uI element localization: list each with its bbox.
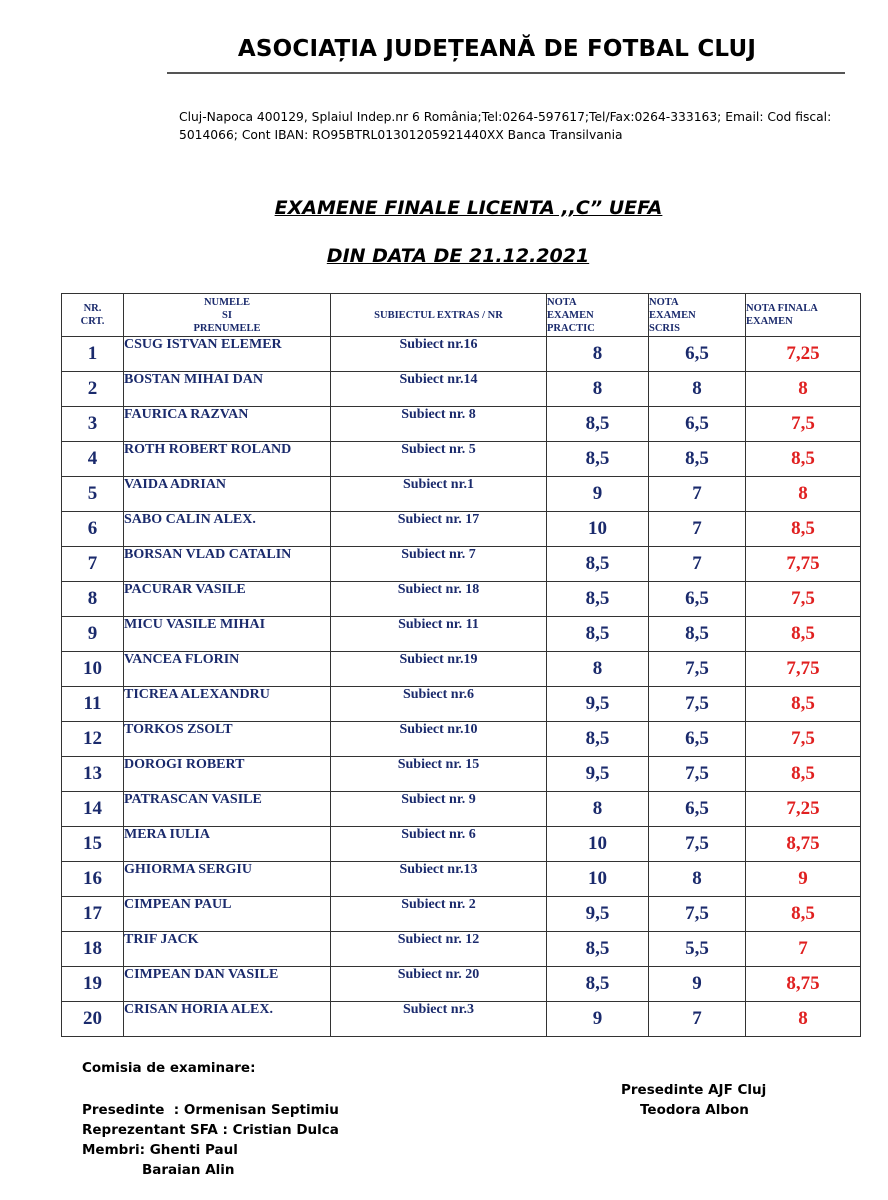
extracted-subject: Subiect nr. 18 xyxy=(331,582,547,617)
practical-grade: 10 xyxy=(547,827,649,862)
organization-title: ASOCIAȚIA JUDEȚEANĂ DE FOTBAL CLUJ xyxy=(237,36,757,62)
row-number: 3 xyxy=(62,407,124,442)
header-final-line: EXAMEN xyxy=(746,316,793,327)
table-row xyxy=(62,442,861,477)
final-grade: 8 xyxy=(746,1002,861,1037)
final-grade: 8,5 xyxy=(746,512,861,547)
title-divider xyxy=(167,72,845,74)
candidate-name: MICU VASILE MIHAI xyxy=(124,617,331,652)
table-row xyxy=(62,792,861,827)
organization-address: Cluj-Napoca 400129, Splaiul Indep.nr 6 România;Tel:0264-597617;Tel/Fax:0264-333163; Email: Cod fiscal: 5014066; Cont IBAN: RO95BTRL01301205921440XX Banca Transilvania xyxy=(179,110,832,142)
final-grade: 7 xyxy=(746,932,861,967)
practical-grade: 8 xyxy=(547,372,649,407)
final-grade: 7,5 xyxy=(746,407,861,442)
results-table xyxy=(61,293,861,1037)
candidate-name: PACURAR VASILE xyxy=(124,582,331,617)
extracted-subject: Subiect nr.6 xyxy=(331,687,547,722)
header-name-line: SI xyxy=(222,309,232,321)
final-grade: 7,25 xyxy=(746,792,861,827)
header-nr xyxy=(62,294,124,337)
extracted-subject: Subiect nr. 17 xyxy=(331,512,547,547)
extracted-subject: Subiect nr.1 xyxy=(331,477,547,512)
header-practic-line: PRACTIC xyxy=(547,322,595,334)
ajf-president-name: Teodora Albon xyxy=(640,1102,749,1118)
table-row xyxy=(62,757,861,792)
practical-grade: 8,5 xyxy=(547,547,649,582)
table-row xyxy=(62,1002,861,1037)
extracted-subject: Subiect nr. 6 xyxy=(331,827,547,862)
extracted-subject: Subiect nr.14 xyxy=(331,372,547,407)
practical-grade: 8,5 xyxy=(547,582,649,617)
table-row xyxy=(62,512,861,547)
row-number: 13 xyxy=(62,757,124,792)
practical-grade: 9,5 xyxy=(547,687,649,722)
row-number: 11 xyxy=(62,687,124,722)
candidate-name: TORKOS ZSOLT xyxy=(124,722,331,757)
table-row xyxy=(62,477,861,512)
row-number: 10 xyxy=(62,652,124,687)
practical-grade: 8 xyxy=(547,652,649,687)
table-row xyxy=(62,337,861,372)
row-number: 2 xyxy=(62,372,124,407)
practical-grade: 10 xyxy=(547,512,649,547)
header-name-line: PRENUMELE xyxy=(193,322,261,334)
results-body xyxy=(62,337,861,1037)
extracted-subject: Subiect nr.10 xyxy=(331,722,547,757)
final-grade: 8,5 xyxy=(746,897,861,932)
candidate-name: VANCEA FLORIN xyxy=(124,652,331,687)
header-practic xyxy=(547,294,649,337)
practical-grade: 10 xyxy=(547,862,649,897)
written-grade: 8 xyxy=(649,372,746,407)
row-number: 18 xyxy=(62,932,124,967)
final-grade: 9 xyxy=(746,862,861,897)
candidate-name: DOROGI ROBERT xyxy=(124,757,331,792)
header-final xyxy=(746,294,861,337)
header-scris xyxy=(649,294,746,337)
extracted-subject: Subiect nr.13 xyxy=(331,862,547,897)
written-grade: 8,5 xyxy=(649,442,746,477)
commission-member: Baraian Alin xyxy=(142,1162,235,1178)
candidate-name: CRISAN HORIA ALEX. xyxy=(124,1002,331,1037)
candidate-name: PATRASCAN VASILE xyxy=(124,792,331,827)
commission-heading: Comisia de examinare: xyxy=(82,1060,256,1076)
header-nr-line: NR. xyxy=(83,303,102,314)
row-number: 5 xyxy=(62,477,124,512)
table-row xyxy=(62,407,861,442)
practical-grade: 9,5 xyxy=(547,897,649,932)
candidate-name: TRIF JACK xyxy=(124,932,331,967)
practical-grade: 8,5 xyxy=(547,617,649,652)
table-row xyxy=(62,862,861,897)
header-practic-line: NOTA xyxy=(547,296,577,308)
row-number: 14 xyxy=(62,792,124,827)
table-row xyxy=(62,967,861,1002)
row-number: 8 xyxy=(62,582,124,617)
row-number: 16 xyxy=(62,862,124,897)
candidate-name: CIMPEAN DAN VASILE xyxy=(124,967,331,1002)
written-grade: 7,5 xyxy=(649,827,746,862)
candidate-name: BOSTAN MIHAI DAN xyxy=(124,372,331,407)
row-number: 12 xyxy=(62,722,124,757)
final-grade: 7,25 xyxy=(746,337,861,372)
written-grade: 8,5 xyxy=(649,617,746,652)
table-row xyxy=(62,687,861,722)
practical-grade: 8,5 xyxy=(547,407,649,442)
row-number: 6 xyxy=(62,512,124,547)
header-scris-line: SCRIS xyxy=(649,322,680,334)
table-row xyxy=(62,897,861,932)
extracted-subject: Subiect nr. 5 xyxy=(331,442,547,477)
candidate-name: SABO CALIN ALEX. xyxy=(124,512,331,547)
row-number: 20 xyxy=(62,1002,124,1037)
practical-grade: 8,5 xyxy=(547,967,649,1002)
header-scris-line: NOTA xyxy=(649,296,679,308)
final-grade: 8,5 xyxy=(746,687,861,722)
table-row xyxy=(62,722,861,757)
written-grade: 7,5 xyxy=(649,897,746,932)
commission-sfa-representative: Reprezentant SFA : Cristian Dulca xyxy=(82,1122,339,1138)
practical-grade: 9 xyxy=(547,1002,649,1037)
written-grade: 6,5 xyxy=(649,722,746,757)
written-grade: 9 xyxy=(649,967,746,1002)
written-grade: 8 xyxy=(649,862,746,897)
final-grade: 8,5 xyxy=(746,617,861,652)
written-grade: 7,5 xyxy=(649,687,746,722)
row-number: 17 xyxy=(62,897,124,932)
row-number: 7 xyxy=(62,547,124,582)
candidate-name: VAIDA ADRIAN xyxy=(124,477,331,512)
extracted-subject: Subiect nr. 12 xyxy=(331,932,547,967)
table-row xyxy=(62,547,861,582)
written-grade: 7 xyxy=(649,512,746,547)
table-row xyxy=(62,932,861,967)
header-practic-line: EXAMEN xyxy=(547,309,594,321)
practical-grade: 9 xyxy=(547,477,649,512)
written-grade: 5,5 xyxy=(649,932,746,967)
header-scris-line: EXAMEN xyxy=(649,309,696,321)
final-grade: 8,75 xyxy=(746,967,861,1002)
final-grade: 8 xyxy=(746,372,861,407)
row-number: 4 xyxy=(62,442,124,477)
candidate-name: BORSAN VLAD CATALIN xyxy=(124,547,331,582)
commission-members: Membri: Ghenti Paul xyxy=(82,1142,238,1158)
written-grade: 6,5 xyxy=(649,792,746,827)
extracted-subject: Subiect nr. 20 xyxy=(331,967,547,1002)
written-grade: 6,5 xyxy=(649,407,746,442)
extracted-subject: Subiect nr.19 xyxy=(331,652,547,687)
row-number: 15 xyxy=(62,827,124,862)
final-grade: 7,75 xyxy=(746,652,861,687)
table-header-row xyxy=(62,294,861,337)
header-nr-line: CRT. xyxy=(80,316,105,327)
extracted-subject: Subiect nr. 2 xyxy=(331,897,547,932)
header-name xyxy=(124,294,331,337)
row-number: 1 xyxy=(62,337,124,372)
extracted-subject: Subiect nr. 15 xyxy=(331,757,547,792)
written-grade: 7 xyxy=(649,477,746,512)
ajf-president-title: Presedinte AJF Cluj xyxy=(621,1082,767,1098)
practical-grade: 8 xyxy=(547,337,649,372)
written-grade: 7 xyxy=(649,547,746,582)
exam-title: EXAMENE FINALE LICENTA ,,C” UEFA xyxy=(274,197,663,219)
table-row xyxy=(62,827,861,862)
row-number: 19 xyxy=(62,967,124,1002)
header-name-line: NUMELE xyxy=(203,296,251,308)
final-grade: 7,5 xyxy=(746,722,861,757)
candidate-name: GHIORMA SERGIU xyxy=(124,862,331,897)
row-number: 9 xyxy=(62,617,124,652)
final-grade: 8,5 xyxy=(746,442,861,477)
table-row xyxy=(62,372,861,407)
written-grade: 6,5 xyxy=(649,337,746,372)
practical-grade: 8,5 xyxy=(547,442,649,477)
table-row xyxy=(62,582,861,617)
written-grade: 7 xyxy=(649,1002,746,1037)
table-row xyxy=(62,652,861,687)
candidate-name: TICREA ALEXANDRU xyxy=(124,687,331,722)
exam-date: DIN DATA DE 21.12.2021 xyxy=(326,245,590,267)
candidate-name: FAURICA RAZVAN xyxy=(124,407,331,442)
final-grade: 8,5 xyxy=(746,757,861,792)
final-grade: 7,5 xyxy=(746,582,861,617)
extracted-subject: Subiect nr. 9 xyxy=(331,792,547,827)
extracted-subject: Subiect nr. 7 xyxy=(331,547,547,582)
table-row xyxy=(62,617,861,652)
header-final-line: NOTA FINALA xyxy=(746,303,818,314)
written-grade: 7,5 xyxy=(649,652,746,687)
extracted-subject: Subiect nr. 11 xyxy=(331,617,547,652)
candidate-name: CIMPEAN PAUL xyxy=(124,897,331,932)
final-grade: 7,75 xyxy=(746,547,861,582)
candidate-name: ROTH ROBERT ROLAND xyxy=(124,442,331,477)
candidate-name: MERA IULIA xyxy=(124,827,331,862)
practical-grade: 8,5 xyxy=(547,932,649,967)
extracted-subject: Subiect nr. 8 xyxy=(331,407,547,442)
practical-grade: 9,5 xyxy=(547,757,649,792)
header-subject: SUBIECTUL EXTRAS / NR xyxy=(331,294,547,337)
commission-president: Presedinte : Ormenisan Septimiu xyxy=(82,1102,339,1118)
practical-grade: 8,5 xyxy=(547,722,649,757)
final-grade: 8 xyxy=(746,477,861,512)
written-grade: 6,5 xyxy=(649,582,746,617)
final-grade: 8,75 xyxy=(746,827,861,862)
extracted-subject: Subiect nr.3 xyxy=(331,1002,547,1037)
written-grade: 7,5 xyxy=(649,757,746,792)
practical-grade: 8 xyxy=(547,792,649,827)
extracted-subject: Subiect nr.16 xyxy=(331,337,547,372)
candidate-name: CSUG ISTVAN ELEMER xyxy=(124,337,331,372)
